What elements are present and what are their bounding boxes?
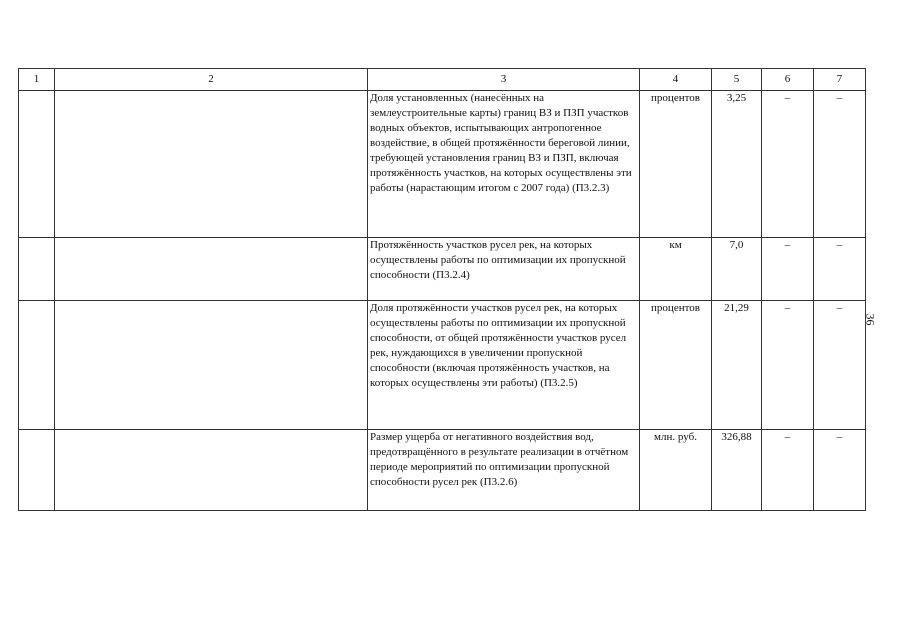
value-cell: 21,29 <box>712 301 762 430</box>
row-number-cell <box>19 91 55 238</box>
goal-cell <box>55 301 368 430</box>
unit-cell: км <box>640 238 712 301</box>
column-header-7: 7 <box>814 69 866 91</box>
value-cell: 3,25 <box>712 91 762 238</box>
column-header-4: 4 <box>640 69 712 91</box>
table-row <box>19 430 866 511</box>
goal-cell <box>55 91 368 238</box>
column-header-5: 5 <box>712 69 762 91</box>
indicator-name-cell: Доля протяжённости участков русел рек, на которых осуществлены работы по оптимизации их пропускной способности, от общей протяжённости участков русел рек, нуждающихся в увеличении пропускной способности (включая протяжённость участков, на которых осуществлены эти работы) (П3.2.5) <box>368 301 640 430</box>
unit-cell: процентов <box>640 91 712 238</box>
column-header-2: 2 <box>55 69 368 91</box>
row-number-cell <box>19 430 55 511</box>
column-header-6: 6 <box>762 69 814 91</box>
row-number-cell <box>19 301 55 430</box>
page-number: 36 <box>863 313 878 326</box>
indicators-table <box>18 68 866 511</box>
column-header-1: 1 <box>19 69 55 91</box>
indicator-name-cell: Протяжённость участков русел рек, на которых осуществлены работы по оптимизации их пропускной способности (П3.2.4) <box>368 238 640 301</box>
unit-cell: процентов <box>640 301 712 430</box>
table-row <box>19 91 866 238</box>
column-6-cell: – <box>762 238 814 301</box>
unit-cell: млн. руб. <box>640 430 712 511</box>
row-number-cell <box>19 238 55 301</box>
column-header-3: 3 <box>368 69 640 91</box>
value-cell: 326,88 <box>712 430 762 511</box>
table-header-row <box>19 69 866 91</box>
column-6-cell: – <box>762 430 814 511</box>
value-cell: 7,0 <box>712 238 762 301</box>
table-row <box>19 301 866 430</box>
indicator-name-cell: Доля установленных (нанесённых на землеустроительные карты) границ ВЗ и ПЗП участков водных объектов, испытывающих антропогенное воздействие, в общей протяжённости береговой линии, требующей установления границ ВЗ и ПЗП, включая протяжённость участков, на которых осуществлены эти работы (нарастающим итогом с 2007 года) (П3.2.3) <box>368 91 640 238</box>
goal-cell <box>55 238 368 301</box>
column-7-cell: – <box>814 430 866 511</box>
column-6-cell: – <box>762 301 814 430</box>
column-6-cell: – <box>762 91 814 238</box>
column-7-cell: – <box>814 91 866 238</box>
column-7-cell: – <box>814 238 866 301</box>
column-7-cell: – <box>814 301 866 430</box>
goal-cell <box>55 430 368 511</box>
table-row <box>19 238 866 301</box>
indicator-name-cell: Размер ущерба от негативного воздействия вод, предотвращённого в результате реализации в отчётном периоде мероприятий по оптимизации пропускной способности русел рек (П3.2.6) <box>368 430 640 511</box>
